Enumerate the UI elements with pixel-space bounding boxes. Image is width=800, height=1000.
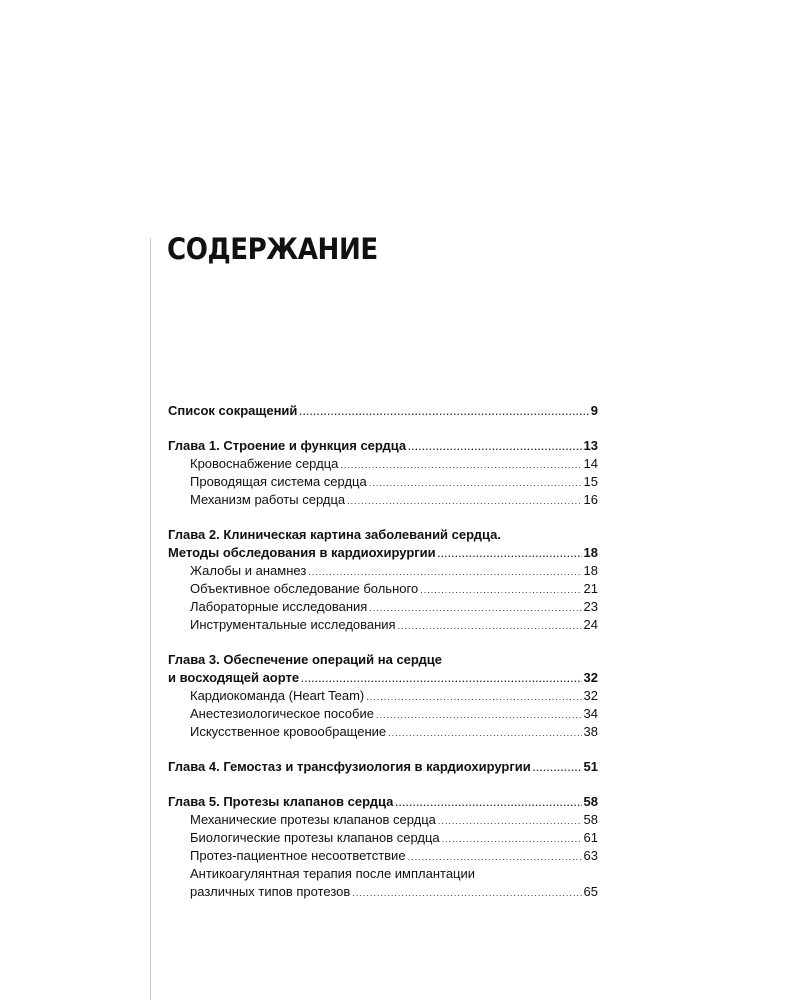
- toc-entry-page: 61: [583, 830, 598, 845]
- toc-subentry[interactable]: [168, 562, 598, 580]
- toc-entry-label: Глава 1. Строение и функция сердца: [168, 438, 407, 453]
- toc-entry-page: 18: [583, 545, 598, 560]
- dot-leader: [369, 599, 581, 617]
- toc-entry-label: Механизм работы сердца: [190, 492, 346, 507]
- toc-subentry[interactable]: [168, 847, 598, 865]
- toc-entry-label: Механические протезы клапанов сердца: [190, 812, 436, 827]
- toc-entry-page: 58: [583, 794, 598, 809]
- toc-entry-abbreviations[interactable]: [168, 402, 598, 420]
- toc-entry-label: и восходящей аорте: [168, 670, 300, 685]
- dot-leader: [347, 492, 581, 510]
- toc-entry-page: 63: [583, 848, 598, 863]
- toc-chapter-1[interactable]: [168, 437, 598, 455]
- toc-chapter-2[interactable]: [168, 544, 598, 562]
- toc-subentry[interactable]: [168, 616, 598, 634]
- dot-leader: [408, 848, 582, 866]
- dot-leader: [369, 474, 582, 492]
- dot-leader: [301, 670, 581, 688]
- dot-leader: [395, 794, 581, 812]
- toc-entry-page: 23: [583, 599, 598, 614]
- dot-leader: [438, 545, 582, 563]
- toc-entry-page: 58: [583, 812, 598, 827]
- toc-entry-label: Инструментальные исследования: [190, 617, 396, 632]
- dot-leader: [299, 403, 588, 421]
- page-title: СОДЕРЖАНИЕ: [167, 232, 378, 266]
- toc-subentry[interactable]: [168, 580, 598, 598]
- dot-leader: [340, 456, 581, 474]
- dot-leader: [420, 581, 581, 599]
- toc-entry-page: 38: [583, 724, 598, 739]
- toc-entry-page: 9: [590, 403, 598, 418]
- toc-chapter-2-line1[interactable]: [168, 526, 598, 544]
- toc-entry-page: 13: [583, 438, 598, 453]
- toc-entry-label: Глава 3. Обеспечение операций на сердце: [168, 652, 443, 667]
- toc-entry-label: Глава 5. Протезы клапанов сердца: [168, 794, 394, 809]
- table-of-contents: [168, 402, 598, 901]
- toc-entry-label: Биологические протезы клапанов сердца: [190, 830, 440, 845]
- dot-leader: [388, 724, 581, 742]
- dot-leader: [308, 563, 581, 581]
- toc-entry-label: Жалобы и анамнез: [190, 563, 307, 578]
- margin-rule: [150, 238, 151, 1000]
- toc-entry-page: 21: [583, 581, 598, 596]
- toc-entry-label: Методы обследования в кардиохирургии: [168, 545, 436, 560]
- toc-subentry[interactable]: [168, 455, 598, 473]
- toc-entry-page: 15: [583, 474, 598, 489]
- toc-subentry[interactable]: [168, 491, 598, 509]
- dot-leader: [398, 617, 582, 635]
- toc-entry-label: Антикоагулянтная терапия после имплантации: [190, 866, 476, 881]
- toc-entry-label: Лабораторные исследования: [190, 599, 368, 614]
- toc-chapter-5[interactable]: [168, 793, 598, 811]
- toc-entry-label: Протез-пациентное несоответствие: [190, 848, 406, 863]
- toc-subentry[interactable]: [168, 811, 598, 829]
- toc-entry-page: 65: [583, 884, 598, 899]
- toc-subentry[interactable]: [168, 687, 598, 705]
- toc-entry-page: 18: [583, 563, 598, 578]
- dot-leader: [366, 688, 581, 706]
- toc-subentry[interactable]: [168, 829, 598, 847]
- toc-chapter-4[interactable]: [168, 758, 598, 776]
- dot-leader: [376, 706, 582, 724]
- toc-entry-page: 24: [583, 617, 598, 632]
- dot-leader: [438, 812, 582, 830]
- toc-entry-label: Глава 2. Клиническая картина заболеваний сердца.: [168, 527, 501, 542]
- toc-entry-label: Проводящая система сердца: [190, 474, 367, 489]
- toc-subentry-line1[interactable]: [168, 865, 598, 883]
- toc-entry-page: 14: [583, 456, 598, 471]
- toc-subentry[interactable]: [168, 883, 598, 901]
- toc-chapter-3-line1[interactable]: [168, 651, 598, 669]
- toc-subentry[interactable]: [168, 705, 598, 723]
- toc-entry-label: Объективное обследование больного: [190, 581, 419, 596]
- toc-chapter-3[interactable]: [168, 669, 598, 687]
- dot-leader: [533, 759, 582, 777]
- toc-entry-page: 32: [583, 670, 598, 685]
- toc-entry-page: 16: [583, 492, 598, 507]
- toc-entry-page: 51: [583, 759, 598, 774]
- toc-entry-label: Глава 4. Гемостаз и трансфузиология в кардиохирургии: [168, 759, 531, 774]
- toc-subentry[interactable]: [168, 598, 598, 616]
- toc-entry-label: Искусственное кровообращение: [190, 724, 387, 739]
- toc-entry-label: Список сокращений: [168, 403, 298, 418]
- dot-leader: [408, 438, 581, 456]
- toc-subentry[interactable]: [168, 473, 598, 491]
- dot-leader: [442, 830, 582, 848]
- toc-entry-label: различных типов протезов: [190, 884, 351, 899]
- toc-subentry[interactable]: [168, 723, 598, 741]
- toc-entry-label: Кардиокоманда (Heart Team): [190, 688, 365, 703]
- dot-leader: [352, 884, 581, 902]
- toc-entry-label: Кровоснабжение сердца: [190, 456, 339, 471]
- toc-entry-page: 32: [583, 688, 598, 703]
- toc-entry-label: Анестезиологическое пособие: [190, 706, 374, 721]
- toc-entry-page: 34: [583, 706, 598, 721]
